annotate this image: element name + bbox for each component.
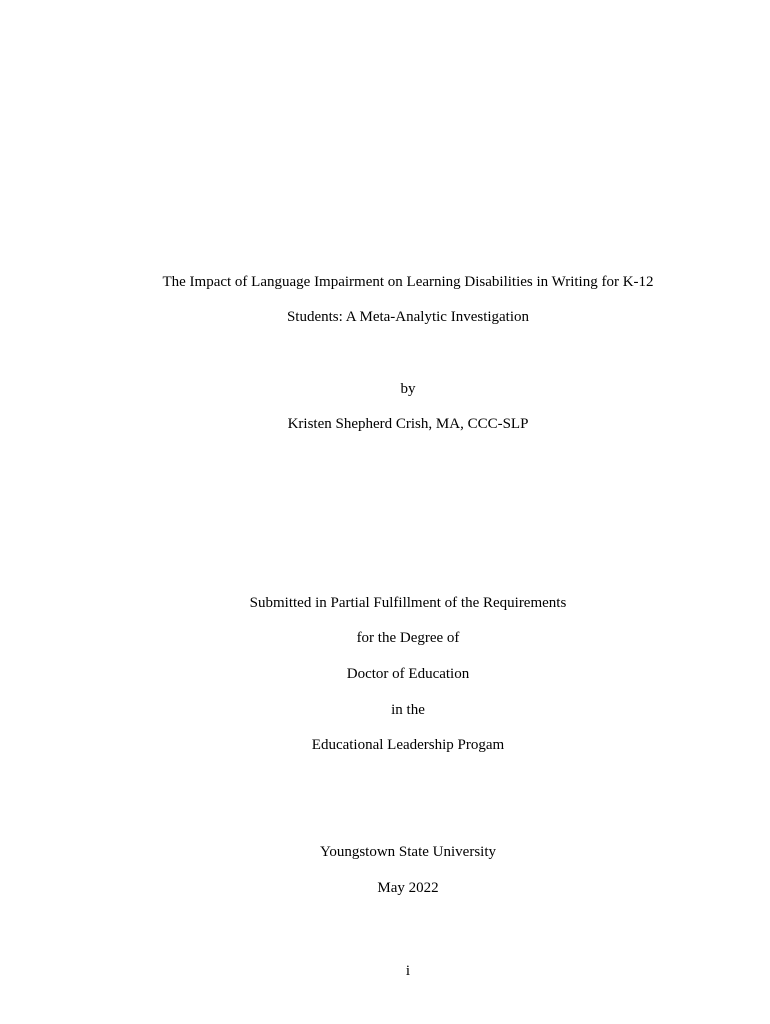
submission-line-2: for the Degree of <box>356 630 460 646</box>
by-label: by <box>400 381 416 397</box>
submission-date: May 2022 <box>377 880 439 896</box>
submission-line-1: Submitted in Partial Fulfillment of the Requirements <box>249 595 567 611</box>
program-name: Educational Leadership Progam <box>311 737 505 753</box>
university-name: Youngstown State University <box>320 844 496 860</box>
title-line-1: The Impact of Language Impairment on Learning Disabilities in Writing for K-12 <box>162 274 654 290</box>
submission-line-4: in the <box>391 702 425 718</box>
page-number: i <box>405 963 411 979</box>
degree-name: Doctor of Education <box>346 666 470 682</box>
title-line-2: Students: A Meta-Analytic Investigation <box>286 309 530 325</box>
author-name: Kristen Shepherd Crish, MA, CCC-SLP <box>287 416 529 432</box>
